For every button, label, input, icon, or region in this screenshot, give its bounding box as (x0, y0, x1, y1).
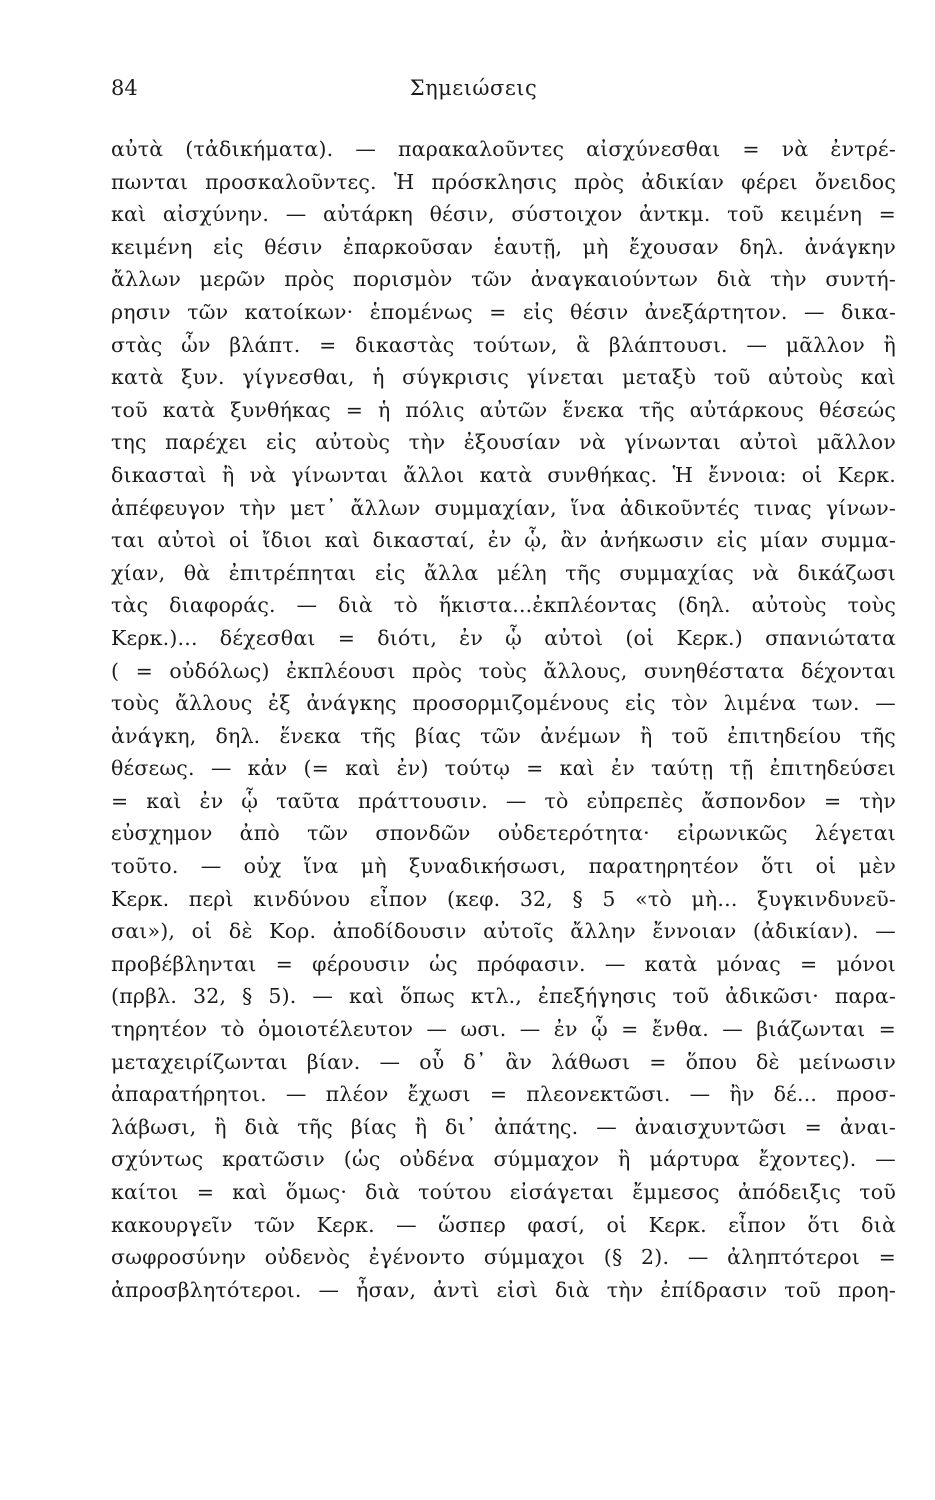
text-line: λάβωσι, ἢ διὰ τῆς βίας ἢ δι᾽ ἀπάτης. — ἀναισχυντῶσι = ἀναι- (111, 1114, 896, 1139)
text-line: ρησιν τῶν κατοίκων· ἑπομένως = εἰς θέσιν ἀνεξάρτητον. — δικα- (111, 299, 896, 324)
notes-body-text (111, 133, 896, 1306)
text-line: μεταχειρίζωνται βίαν. — οὗ δ᾽ ἂν λάθωσι = ὅπου δὲ μείνωσιν (111, 1049, 896, 1074)
text-line: ἄλλων μερῶν πρὸς πορισμὸν τῶν ἀναγκαιούντων διὰ τὴν συντή- (111, 267, 896, 292)
text-line: ἀπέφευγον τὴν μετ᾽ ἄλλων συμμαχίαν, ἵνα ἀδικοῦντές τινας γίνων- (111, 495, 896, 520)
text-line: ( = οὐδόλως) ἐκπλέουσι πρὸς τοὺς ἄλλους, συνηθέστατα δέχονται (111, 658, 896, 683)
text-line: αὐτὰ (τἀδικήματα). — παρακαλοῦντες αἰσχύνεσθαι = νὰ ἐντρέ- (111, 137, 896, 161)
text-line: τηρητέον τὸ ὁμοιοτέλευτον — ωσι. — ἐν ᾧ = ἔνθα. — βιάζωνται = (111, 1017, 896, 1042)
text-line: δικασταὶ ἢ νὰ γίνωνται ἄλλοι κατὰ συνθήκας. Ἡ ἔννοια: οἱ Κερκ. (111, 462, 896, 487)
text-line: τοῦτο. — οὐχ ἵνα μὴ ξυναδικήσωσι, παρατηρητέον ὅτι οἱ μὲν (111, 854, 896, 879)
text-line: τοῦ κατὰ ξυνθήκας = ἡ πόλις αὐτῶν ἕνεκα τῆς αὐτάρκους θέσεώς (111, 397, 896, 422)
text-line: προβέβληνται = φέρουσιν ὡς πρόφασιν. — κατὰ μόνας = μόνοι (111, 951, 896, 976)
running-head-title: Σημειώσεις (409, 76, 538, 100)
page-number: 84 (111, 76, 138, 100)
text-line: ἀπροσβλητότεροι. — ἦσαν, ἀντὶ εἰσὶ διὰ τὴν ἐπίδρασιν τοῦ προη- (111, 1277, 896, 1302)
text-line: κακουργεῖν τῶν Κερκ. — ὥσπερ φασί, οἱ Κερκ. εἶπον ὅτι διὰ (111, 1212, 896, 1237)
text-line: καίτοι = καὶ ὅμως· διὰ τούτου εἰσάγεται ἔμμεσος ἀπόδειξις τοῦ (111, 1180, 896, 1204)
text-line: της παρέχει εἰς αὐτοὺς τὴν ἐξουσίαν νὰ γίνωνται αὐτοὶ μᾶλλον (111, 430, 896, 455)
text-line: σωφροσύνην οὐδενὸς ἐγένοντο σύμμαχοι (§ 2). — ἀληπτότεροι = (111, 1245, 896, 1270)
text-line: πωνται προσκαλοῦντες. Ἡ πρόσκλησις πρὸς ἀδικίαν φέρει ὄνειδος (111, 169, 896, 194)
text-line: τοὺς ἄλλους ἐξ ἀνάγκης προσορμιζομένους εἰς τὸν λιμένα των. — (111, 691, 896, 716)
text-line: κατὰ ξυν. γίγνεσθαι, ἡ σύγκρισις γίνεται μεταξὺ τοῦ αὐτοὺς καὶ (111, 365, 896, 390)
text-line: εὐσχημον ἀπὸ τῶν σπονδῶν οὐδετερότητα· εἰρωνικῶς λέγεται (111, 821, 896, 846)
text-line: χίαν, θὰ ἐπιτρέπηται εἰς ἄλλα μέλη τῆς συμμαχίας νὰ δικάζωσι (111, 560, 896, 585)
text-line: σαι»), οἱ δὲ Κορ. ἀποδίδουσιν αὐτοῖς ἄλλην ἔννοιαν (ἀδικίαν). — (111, 919, 896, 944)
text-line: Κερκ.)... δέχεσθαι = διότι, ἐν ᾧ αὐτοὶ (οἱ Κερκ.) σπανιώτατα (111, 625, 896, 650)
running-head (111, 72, 836, 104)
text-line: ἀνάγκη, δηλ. ἕνεκα τῆς βίας τῶν ἀνέμων ἢ τοῦ ἐπιτηδείου τῆς (111, 723, 896, 748)
text-line: (πρβλ. 32, § 5). — καὶ ὅπως κτλ., ἐπεξήγησις τοῦ ἀδικῶσι· παρα- (111, 984, 896, 1009)
text-line: κειμένη εἰς θέσιν ἐπαρκοῦσαν ἑαυτῇ, μὴ ἔχουσαν δηλ. ἀνάγκην (111, 234, 896, 259)
text-line: Κερκ. περὶ κινδύνου εἶπον (κεφ. 32, § 5 «τὸ μὴ... ξυγκινδυνεῦ- (111, 886, 896, 911)
text-line: θέσεως. — κἀν (= καὶ ἐν) τούτῳ = καὶ ἐν ταύτῃ τῇ ἐπιτηδεύσει (111, 756, 896, 781)
text-line: τὰς διαφοράς. — διὰ τὸ ἥκιστα...ἐκπλέοντας (δηλ. αὐτοὺς τοὺς (111, 593, 896, 618)
text-line: = καὶ ἐν ᾧ ταῦτα πράττουσιν. — τὸ εὐπρεπὲς ἄσπονδον = τὴν (111, 788, 896, 813)
text-line: καὶ αἰσχύνην. — αὐτάρκη θέσιν, σύστοιχον ἀντκμ. τοῦ κειμένη = (111, 202, 896, 227)
text-line: στὰς ὧν βλάπτ. = δικαστὰς τούτων, ἃ βλάπτουσι. — μᾶλλον ἢ (111, 332, 896, 357)
text-line: ται αὐτοὶ οἱ ἴδιοι καὶ δικασταί, ἐν ᾧ, ἂν ἀνήκωσιν εἰς μίαν συμμα- (111, 528, 896, 553)
text-line: ἀπαρατήρητοι. — πλέον ἔχωσι = πλεονεκτῶσι. — ἢν δέ... προσ- (111, 1082, 896, 1107)
text-line: σχύντως κρατῶσιν (ὡς οὐδένα σύμμαχον ἢ μάρτυρα ἔχοντες). — (111, 1147, 896, 1172)
